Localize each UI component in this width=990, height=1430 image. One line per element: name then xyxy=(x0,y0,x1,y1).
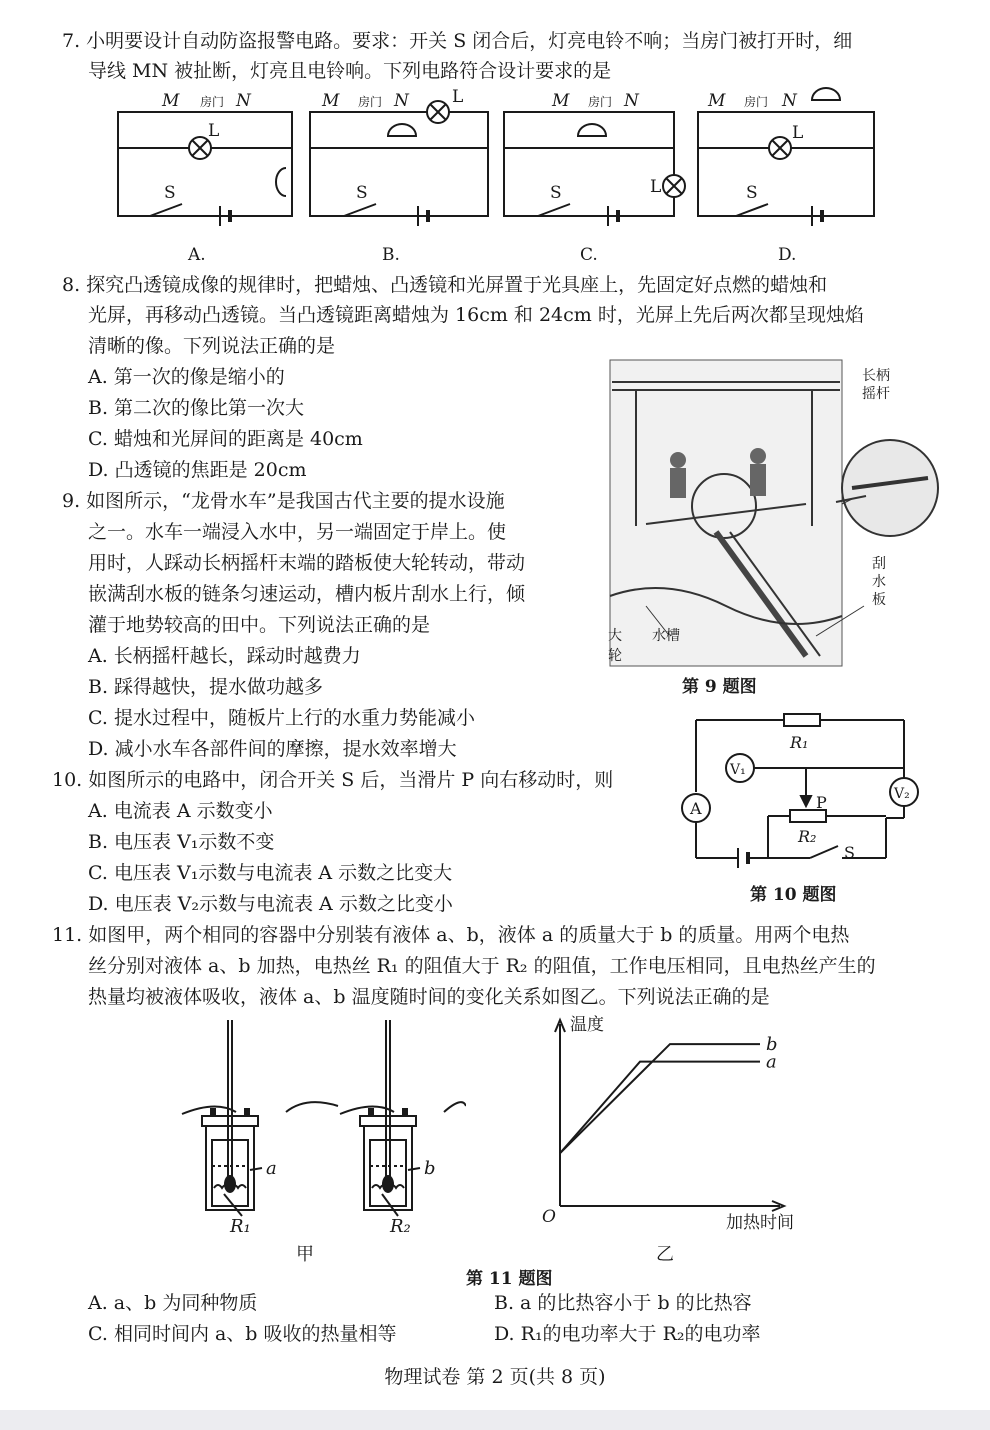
q9-line-1: 9. 如图所示，“龙骨水车”是我国古代主要的提水设施 xyxy=(62,490,505,512)
q11-label-r1: R₁ xyxy=(230,1216,251,1237)
q10-label-r1: R₁ xyxy=(790,733,809,752)
q8-option-d: D. 凸透镜的焦距是 20cm xyxy=(88,459,307,481)
q7-line-1: 7. 小明要设计自动防盗报警电路。要求：开关 S 闭合后，灯亮电铃不响；当房门被打开时，细 xyxy=(62,30,853,52)
q7-b-label-m: M xyxy=(322,91,340,111)
q7-c-label-door: 房门 xyxy=(588,95,613,109)
q7-d-label-m: M xyxy=(708,91,726,111)
q10-option-b: B. 电压表 V₁示数不变 xyxy=(88,831,275,853)
q7-option-a: A. xyxy=(188,245,206,265)
q10-label-a: A xyxy=(690,799,702,818)
q10-label-p: P xyxy=(816,793,827,812)
q10-label-v1: V₁ xyxy=(730,762,746,778)
q9-waterwheel-illustration xyxy=(606,356,942,672)
q8-option-b: B. 第二次的像比第一次大 xyxy=(88,397,305,419)
viewer-bottom-band xyxy=(0,1410,990,1430)
q11-chart-yi xyxy=(530,1010,830,1270)
chart-origin-label: O xyxy=(542,1207,556,1227)
q11-label-jia: 甲 xyxy=(296,1244,314,1265)
q9-option-d: D. 减小水车各部件间的摩擦，提水效率增大 xyxy=(88,738,457,760)
chart-series-a-line xyxy=(560,1062,760,1154)
q9-line-2: 之一。水车一端浸入水中，另一端固定于岸上。使 xyxy=(88,521,507,543)
q11-option-d: D. R₁的电功率大于 R₂的电功率 xyxy=(494,1323,761,1345)
q9-line-4: 嵌满刮水板的链条匀速运动，槽内板片刮水上行，倾 xyxy=(88,583,526,605)
q7-option-d: D. xyxy=(778,245,797,265)
chart-series-b-line xyxy=(560,1044,760,1153)
q7-option-c: C. xyxy=(580,245,598,265)
q7-option-b: B. xyxy=(382,245,400,265)
q7-d-label-s: S xyxy=(746,183,758,203)
q9-option-c: C. 提水过程中，随板片上行的水重力势能减小 xyxy=(88,707,475,729)
q11-label-a-liquid: a xyxy=(266,1158,277,1179)
q9-figure-caption: 第 9 题图 xyxy=(682,677,757,697)
q10-label-v2: V₂ xyxy=(894,786,910,802)
chart-y-label: 温度 xyxy=(570,1015,604,1035)
q9-line-5: 灌于地势较高的田中。下列说法正确的是 xyxy=(88,614,431,636)
q7-a-label-s: S xyxy=(164,183,176,203)
q7-a-label-m: M xyxy=(162,91,180,111)
q10-option-c: C. 电压表 V₁示数与电流表 A 示数之比变大 xyxy=(88,862,453,884)
q8-option-c: C. 蜡烛和光屏间的距离是 40cm xyxy=(88,428,363,450)
q7-c-label-l: L xyxy=(650,177,662,197)
q9-label-trough: 水槽 xyxy=(652,628,680,644)
page-footer: 物理试卷 第 2 页(共 8 页) xyxy=(384,1366,606,1388)
q11-option-c: C. 相同时间内 a、b 吸收的热量相等 xyxy=(88,1323,397,1345)
q7-d-label-n: N xyxy=(782,91,797,111)
q7-d-label-l: L xyxy=(792,123,804,143)
q10-option-d: D. 电压表 V₂示数与电流表 A 示数之比变小 xyxy=(88,893,453,915)
q9-line-3: 用时，人踩动长柄摇杆末端的踏板使大轮转动，带动 xyxy=(88,552,526,574)
q10-option-a: A. 电流表 A 示数变小 xyxy=(88,800,273,822)
q7-b-label-door: 房门 xyxy=(358,95,383,109)
q7-a-label-l: L xyxy=(208,121,220,141)
q10-figure-caption: 第 10 题图 xyxy=(750,885,837,905)
q7-b-label-l: L xyxy=(452,87,464,107)
q7-b-label-s: S xyxy=(356,183,368,203)
q9-option-b: B. 踩得越快，提水做功越多 xyxy=(88,676,324,698)
q9-label-lever-1: 长柄 xyxy=(862,368,890,384)
q8-line-2: 光屏，再移动凸透镜。当凸透镜距离蜡烛为 16cm 和 24cm 时，光屏上先后两次都呈现烛焰 xyxy=(88,304,864,326)
q7-c-label-s: S xyxy=(550,183,562,203)
q10-line-1: 10. 如图所示的电路中，闭合开关 S 后，当滑片 P 向右移动时，则 xyxy=(52,769,614,791)
q11-label-yi: 乙 xyxy=(656,1244,674,1265)
q9-label-lever-2: 摇杆 xyxy=(862,386,890,402)
chart-series-a-label: a xyxy=(766,1051,777,1073)
q9-label-board-3: 板 xyxy=(872,592,886,608)
q11-line-3: 热量均被液体吸收，液体 a、b 温度随时间的变化关系如图乙。下列说法正确的是 xyxy=(88,986,770,1008)
q9-label-wheel-1: 大 xyxy=(608,628,622,644)
q7-circuit-options xyxy=(100,86,900,266)
q8-option-a: A. 第一次的像是缩小的 xyxy=(88,366,285,388)
q11-label-b-liquid: b xyxy=(424,1158,436,1179)
q8-line-1: 8. 探究凸透镜成像的规律时，把蜡烛、凸透镜和光屏置于光具座上，先固定好点燃的蜡烛和 xyxy=(62,274,828,296)
chart-x-label: 加热时间 xyxy=(726,1213,794,1233)
q9-label-wheel-2: 轮 xyxy=(608,648,622,664)
q7-a-label-n: N xyxy=(236,91,251,111)
chart-series-b-label: b xyxy=(766,1034,778,1056)
q11-option-b: B. a 的比热容小于 b 的比热容 xyxy=(494,1292,752,1314)
q7-b-label-n: N xyxy=(394,91,409,111)
q11-line-1: 11. 如图甲，两个相同的容器中分别装有液体 a、b，液体 a 的质量大于 b 的质量。用两个电热 xyxy=(52,924,850,946)
q11-line-2: 丝分别对液体 a、b 加热，电热丝 R₁ 的阻值大于 R₂ 的阻值，工作电压相同，且电热丝产生的 xyxy=(88,955,876,977)
q7-a-label-door: 房门 xyxy=(200,95,225,109)
q10-circuit-diagram xyxy=(676,706,926,876)
q7-line-2: 导线 MN 被扯断，灯亮且电铃响。下列电路符合设计要求的是 xyxy=(88,60,612,82)
q9-label-board-1: 刮 xyxy=(872,556,886,572)
q10-label-s: S xyxy=(844,843,855,862)
q11-label-r2: R₂ xyxy=(390,1216,411,1237)
q11-figure-caption: 第 11 题图 xyxy=(466,1269,553,1289)
q7-c-label-m: M xyxy=(552,91,570,111)
q10-label-r2: R₂ xyxy=(798,827,817,846)
q9-option-a: A. 长柄摇杆越长，踩动时越费力 xyxy=(88,645,361,667)
q7-d-label-door: 房门 xyxy=(744,95,769,109)
q11-option-a: A. a、b 为同种物质 xyxy=(88,1292,258,1314)
q8-line-3: 清晰的像。下列说法正确的是 xyxy=(88,335,336,357)
q7-c-label-n: N xyxy=(624,91,639,111)
q11-figure-jia xyxy=(176,1016,466,1266)
q9-label-board-2: 水 xyxy=(872,574,886,590)
